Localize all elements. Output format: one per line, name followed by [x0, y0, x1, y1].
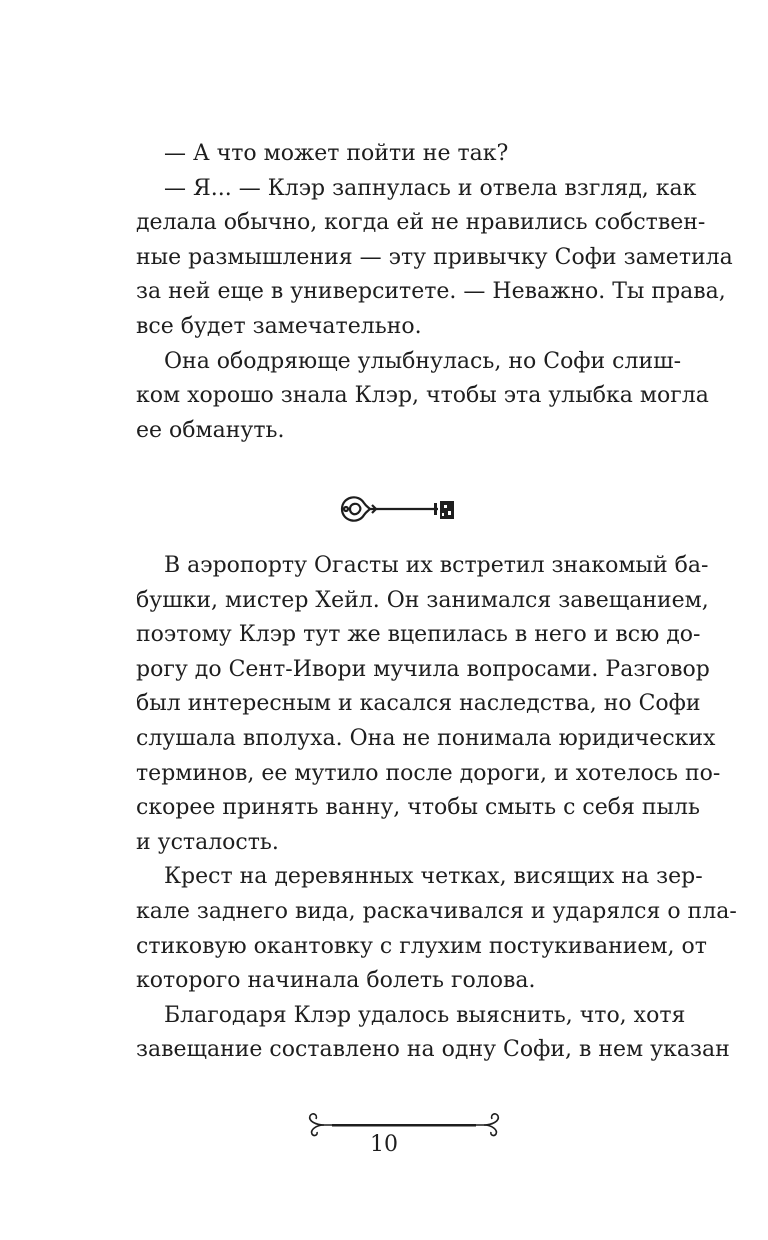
- text-line: ее обмануть.: [136, 417, 285, 443]
- text-line: Она ободряюще улыбнулась, но Софи слиш-: [164, 348, 682, 374]
- text-line: В аэропорту Огасты их встретил знакомый ба-: [164, 553, 709, 578]
- page-number: 10: [370, 1132, 398, 1157]
- text-line: за ней еще в университете. — Неважно. Ты права,: [136, 279, 726, 305]
- text-line: все будет замечательно.: [136, 313, 422, 339]
- text-line: скорее принять ванну, чтобы смыть с себя пыль: [136, 795, 700, 821]
- text-line: Благодаря Клэр удалось выяснить, что, хотя: [164, 1002, 686, 1028]
- text-line: ком хорошо знала Клэр, чтобы эта улыбка могла: [136, 383, 709, 409]
- text-line: бушки, мистер Хейл. Он занимался завещанием,: [136, 587, 709, 613]
- text-line: слушала вполуха. Она не понимала юридических: [136, 725, 716, 751]
- text-line: завещание составлено на одну Софи, в нем указан: [136, 1037, 730, 1063]
- text-line: ные размышления — эту привычку Софи заметила: [136, 244, 733, 270]
- text-section-2: [136, 549, 737, 1068]
- text-line: терминов, ее мутило после дороги, и хотелось по-: [136, 760, 721, 786]
- text-line: рогу до Сент-Ивори мучила вопросами. Разговор: [136, 656, 710, 682]
- text-line: и усталость.: [136, 829, 279, 855]
- text-line: — Я... — Клэр запнулась и отвела взгляд, как: [164, 175, 697, 201]
- text-line: был интересным и касался наследства, но Софи: [136, 691, 701, 717]
- text-line: делала обычно, когда ей не нравились собствен-: [136, 210, 706, 236]
- text-line: — А что может пойти не так?: [164, 141, 509, 166]
- text-line: стиковую окантовку с глухим постукиванием, от: [136, 933, 707, 959]
- text-line: кале заднего вида, раскачивался и ударялся о пла-: [136, 898, 737, 924]
- text-line: которого начинала болеть голова.: [136, 968, 536, 994]
- text-line: Крест на деревянных четках, висящих на зер-: [164, 864, 703, 890]
- text-line: поэтому Клэр тут же вцепилась в него и всю до-: [136, 622, 701, 648]
- key-icon: [338, 487, 462, 531]
- text-section-1: [136, 137, 733, 448]
